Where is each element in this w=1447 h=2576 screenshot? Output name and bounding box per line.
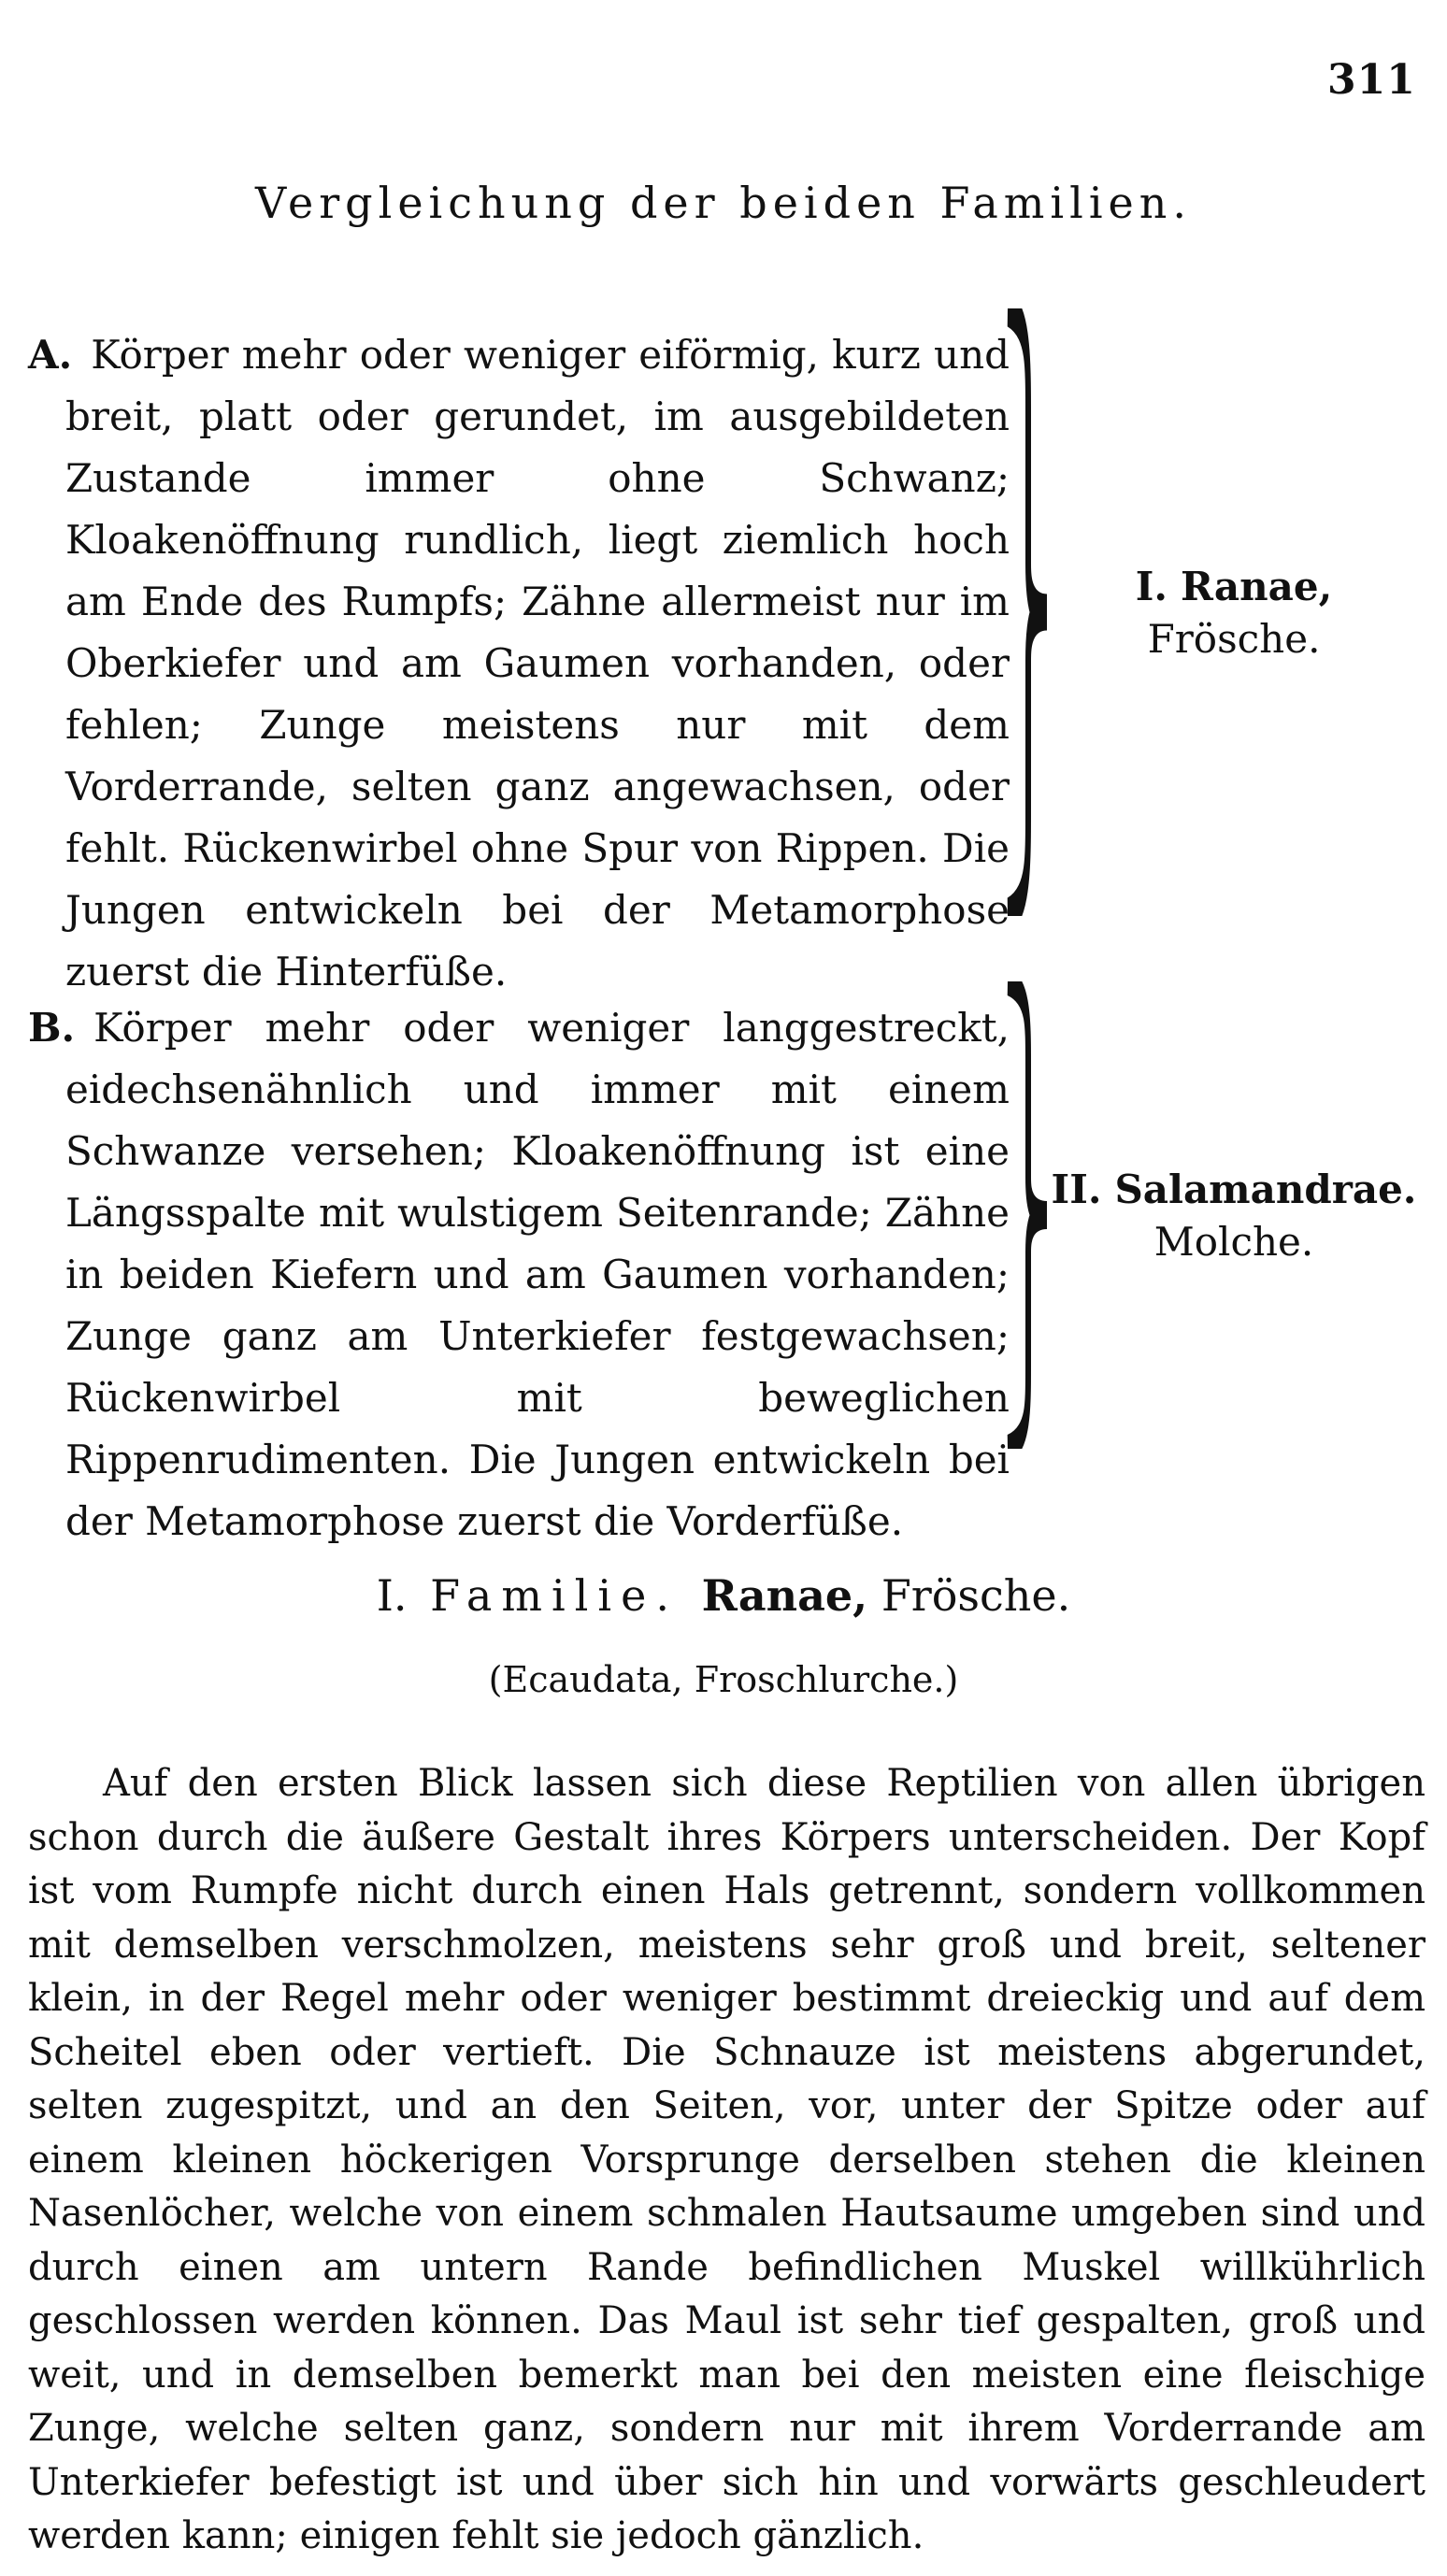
brace-a [1000,308,1056,916]
comparison-text-b: Körper mehr oder weniger langgestreckt, eidechsenähnlich und immer mit einem Schwanze versehen; Kloakenöffnung ist eine Längsspalte mit wulstigem Seitenrande; Zähne in beiden Kiefern und am Gaumen vorhanden; Zunge ganz am Unterkiefer festgewachsen; Rückenwirbel mit beweglichen Rippenrudimenten. Die Jungen entwickeln bei der Metamorphose zuerst die Vorderfüße. [65,1005,1010,1544]
family-label-ranae [1094,561,1374,665]
family-label-number: II. [1051,1166,1102,1212]
family-heading [0,1570,1447,1621]
comparison-text-a: Körper mehr oder weniger eiförmig, kurz und breit, platt oder gerundet, im ausgebildeten Zustande immer ohne Schwanz; Kloakenöffnung rundlich, liegt ziemlich hoch am Ende des Rumpfs; Zähne allermeist nur im Oberkiefer und am Gaumen vorhanden, oder fehlen; Zunge meistens nur mit dem Vorderrande, selten ganz angewachsen, oder fehlt. Rückenwirbel ohne Spur von Rippen. Die Jungen entwickeln bei der Metamorphose zuerst die Hinterfüße. [65,332,1010,995]
comparison-paragraph-b [28,997,1010,1553]
comparison-marker-a: A. [28,332,73,378]
family-label-german: Molche. [1153,1219,1314,1265]
family-subtitle: (Ecaudata, Froschlurche.) [488,1659,959,1700]
comparison-block-b [28,958,1010,1592]
family-heading-number: I. [376,1570,408,1621]
page-number: 311 [1327,56,1416,104]
family-label-latin: Ranae, [1181,564,1333,609]
family-label-german: Frösche. [1147,616,1321,662]
section-heading: Vergleichung der beiden Familien. [254,178,1193,228]
family-label-latin: Salamandrae. [1114,1166,1417,1212]
comparison-block-a [28,285,1010,1042]
family-label-number: I. [1135,564,1168,609]
comparison-marker-b: B. [28,1005,76,1051]
family-heading-word: Familie. [430,1570,679,1621]
family-heading-german: Frösche. [881,1570,1071,1621]
family-label-salamandrae [1028,1164,1440,1268]
body-paragraph: Auf den ersten Blick lassen sich diese Reptilien von allen übrigen schon durch die äußere Gestalt ihres Körpers unterscheiden. Der Kopf ist vom Rumpfe nicht durch einen Hals getrennt, sondern vollkommen mit demselben verschmolzen, meistens sehr groß und breit, seltener klein, in der Regel mehr oder weniger bestimmt dreieckig und auf dem Scheitel eben oder vertieft. Die Schnauze ist meistens abgerundet, selten zugespitzt, und an den Seiten, vor, unter der Spitze oder auf einem kleinen höckerigen Vorsprunge derselben stehen die kleinen Nasenlöcher, welche von einem schmalen Hautsaume umgeben sind und durch einen am untern Rande befindlichen Muskel willkührlich geschlossen werden können. Das Maul ist sehr tief gespalten, groß und weit, und in demselben bemerkt man bei den meisten eine fleischige Zunge, welche selten ganz, sondern nur mit ihrem Vorderrande am Unterkiefer befestigt ist und über sich hin und vorwärts geschleudert werden kann; einigen fehlt sie jedoch gänzlich. [28,1762,1426,2557]
comparison-paragraph-a [28,324,1010,1003]
family-heading-latin: Ranae, [701,1570,868,1621]
